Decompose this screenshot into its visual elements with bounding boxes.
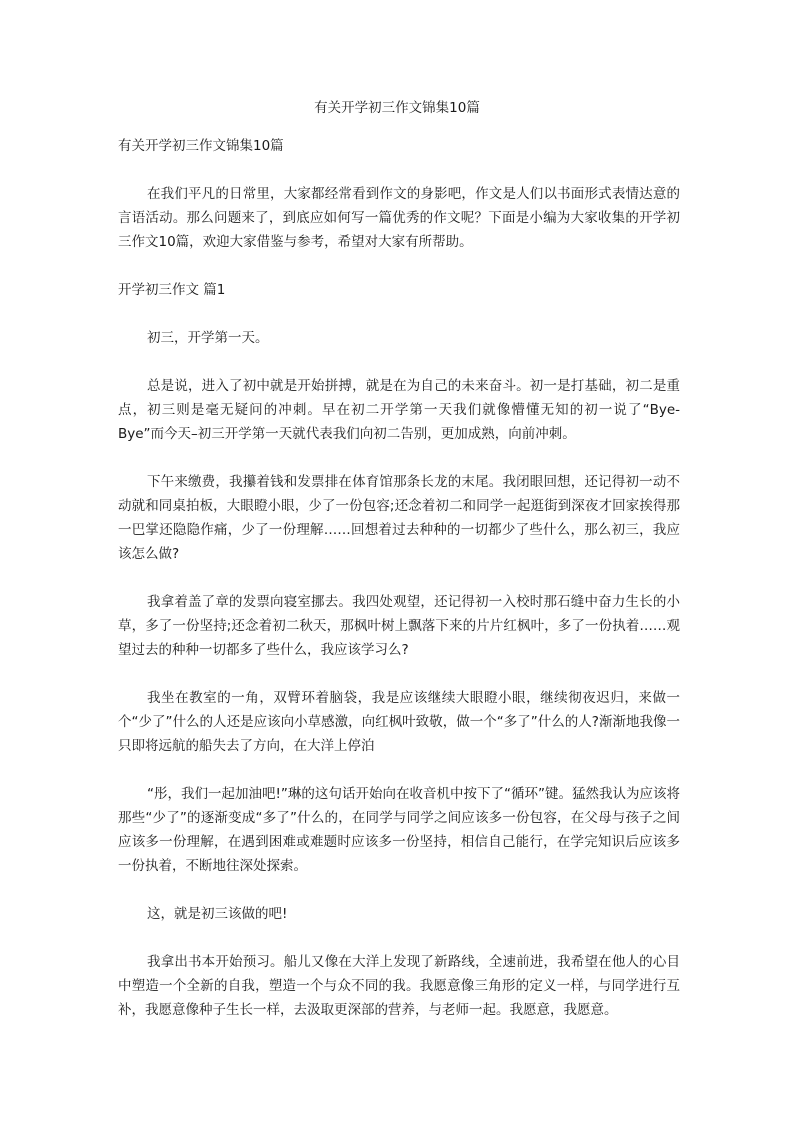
paragraph-4: 我拿着盖了章的发票向寝室挪去。我四处观望，还记得初一入校时那石缝中奋力生长的小草，多了一份坚持;还念着初二秋天，那枫叶树上飘落下来的片片红枫叶，多了一份执着……观望过去的种种一切都多了些什么，我应该学习么? (118, 594, 680, 658)
document-title: 有关开学初三作文锦集10篇 (314, 100, 480, 116)
paragraph-8: 我拿出书本开始预习。船儿又像在大洋上发现了新路线，全速前进，我希望在他人的心目中塑造一个全新的自我，塑造一个与众不同的我。我愿意像三角形的定义一样，与同学进行互补，我愿意像种子生长一样，去汲取更深部的营养，与老师一起。我愿意，我愿意。 (118, 954, 680, 1018)
paragraph-2: 总是说，进入了初中就是开始拼搏，就是在为自己的未来奋斗。初一是打基础，初二是重点，初三则是毫无疑问的冲刺。早在初二开学第一天我们就像懵懂无知的初一说了“Bye-Bye”而今天–初三开学第一天就代表我们向初二告别，更加成熟，向前冲刺。 (118, 378, 680, 442)
paragraph-3: 下午来缴费，我攥着钱和发票排在体育馆那条长龙的末尾。我闭眼回想，还记得初一动不动就和同桌拍板，大眼瞪小眼，少了一份包容;还念着初二和同学一起逛街到深夜才回家挨得那一巴掌还隐隐作痛，少了一份理解……回想着过去种种的一切都少了些什么，那么初三，我应该怎么做? (118, 474, 680, 562)
paragraph-1: 初三，开学第一天。 (147, 330, 269, 346)
document-body (118, 134, 680, 1046)
section-heading: 开学初三作文 篇1 (118, 282, 226, 298)
document-subtitle: 有关开学初三作文锦集10篇 (118, 138, 284, 154)
paragraph-7: 这，就是初三该做的吧! (147, 906, 288, 922)
paragraph-5: 我坐在教室的一角，双臂环着脑袋，我是应该继续大眼瞪小眼，继续彻夜迟归，来做一个“少了”什么的人还是应该向小草感激，向红枫叶致敬，做一个“多了”什么的人?渐渐地我像一只即将远航的船失去了方向，在大洋上停泊 (118, 690, 680, 754)
intro-paragraph: 在我们平凡的日常里，大家都经常看到作文的身影吧，作文是人们以书面形式表情达意的言语活动。那么问题来了，到底应如何写一篇优秀的作文呢？下面是小编为大家收集的开学初三作文10篇，欢迎大家借鉴与参考，希望对大家有所帮助。 (118, 186, 680, 250)
paragraph-6: “彤，我们一起加油吧!”琳的这句话开始向在收音机中按下了“循环”键。猛然我认为应该将那些“少了”的逐渐变成“多了”什么的，在同学与同学之间应该多一份包容，在父母与孩子之间应该多一份理解，在遇到困难或难题时应该多一份坚持，相信自己能行，在学完知识后应该多一份执着，不断地往深处探索。 (118, 786, 680, 874)
